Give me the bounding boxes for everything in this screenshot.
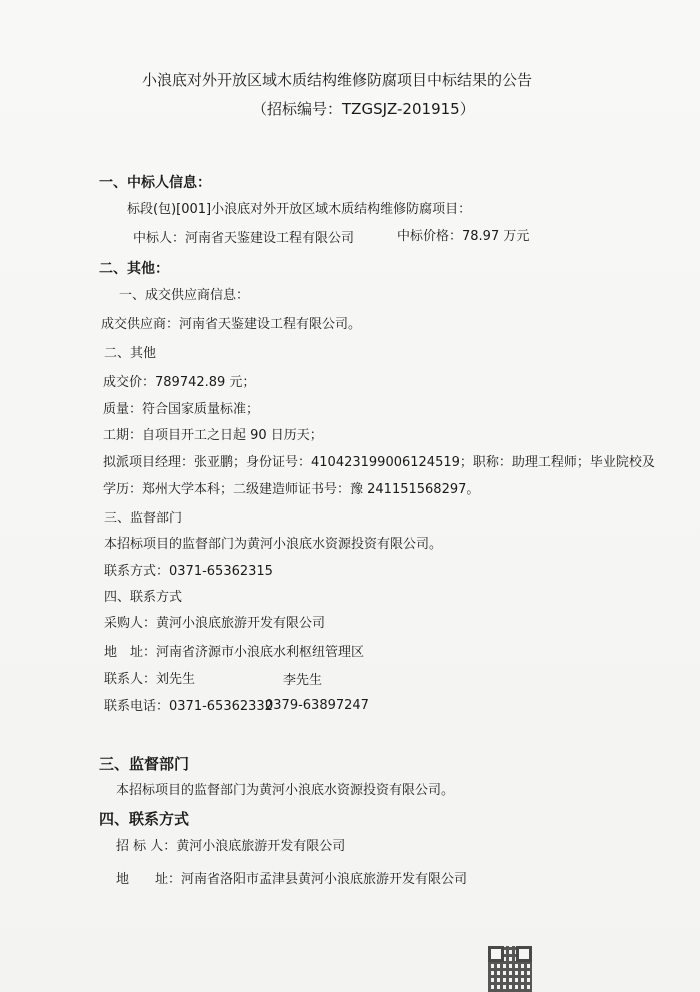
section-2-heading: 二、其他： <box>99 261 169 277</box>
tenderer-address-line: 地 址：河南省洛阳市孟津县黄河小浪底旅游开发有限公司 <box>116 872 468 887</box>
section-3-text: 本招标项目的监督部门为黄河小浪底水资源投资有限公司。 <box>116 783 455 798</box>
section-1-heading: 一、中标人信息： <box>99 175 211 191</box>
contact-person-2: 李先生 <box>283 673 323 688</box>
buyer-line: 采购人：黄河小浪底旅游开发有限公司 <box>104 616 326 631</box>
supervision-contact-line: 联系方式：0371-65362315 <box>104 564 273 579</box>
section-4-heading: 四、联系方式 <box>99 810 190 828</box>
manager-line-1: 拟派项目经理：张亚鹏；身份证号：410423199006124519；职称：助理工程师；毕业院校及 <box>103 455 655 470</box>
phone-line-1: 联系电话：0371-65362332 <box>104 699 273 714</box>
deal-price-line: 成交价：789742.89 元； <box>103 375 256 390</box>
address-line: 地 址：河南省济源市小浪底水利枢纽管理区 <box>104 645 365 660</box>
subheading-other: 二、其他 <box>104 346 157 361</box>
section-3-heading: 三、监督部门 <box>99 755 190 773</box>
tenderer-line: 招 标 人：黄河小浪底旅游开发有限公司 <box>116 839 346 854</box>
supervision-line: 本招标项目的监督部门为黄河小浪底水资源投资有限公司。 <box>104 537 443 552</box>
lot-line: 标段(包)[001]小浪底对外开放区域木质结构维修防腐项目： <box>127 202 472 217</box>
contact-person-1: 联系人：刘先生 <box>104 672 196 687</box>
subheading-supervision: 三、监督部门 <box>104 511 183 526</box>
winner-line: 中标人：河南省天鉴建设工程有限公司 <box>133 231 355 246</box>
quality-line: 质量：符合国家质量标准； <box>103 402 260 417</box>
tender-number: （招标编号：TZGSJZ-201915） <box>252 100 475 118</box>
supplier-line: 成交供应商：河南省天鉴建设工程有限公司。 <box>101 317 362 332</box>
phone-line-2: 0379-63897247 <box>265 698 369 713</box>
page-title: 小浪底对外开放区域木质结构维修防腐项目中标结果的公告 <box>142 71 533 89</box>
subheading-contact: 四、联系方式 <box>104 590 183 605</box>
qr-code-icon <box>488 946 532 992</box>
subheading-supplier: 一、成交供应商信息： <box>119 288 250 303</box>
manager-line-2: 学历：郑州大学本科；二级建造师证书号：豫 241151568297。 <box>103 482 480 497</box>
period-line: 工期：自项目开工之日起 90 日历天； <box>103 428 323 443</box>
price-line: 中标价格：78.97 万元 <box>397 229 530 244</box>
